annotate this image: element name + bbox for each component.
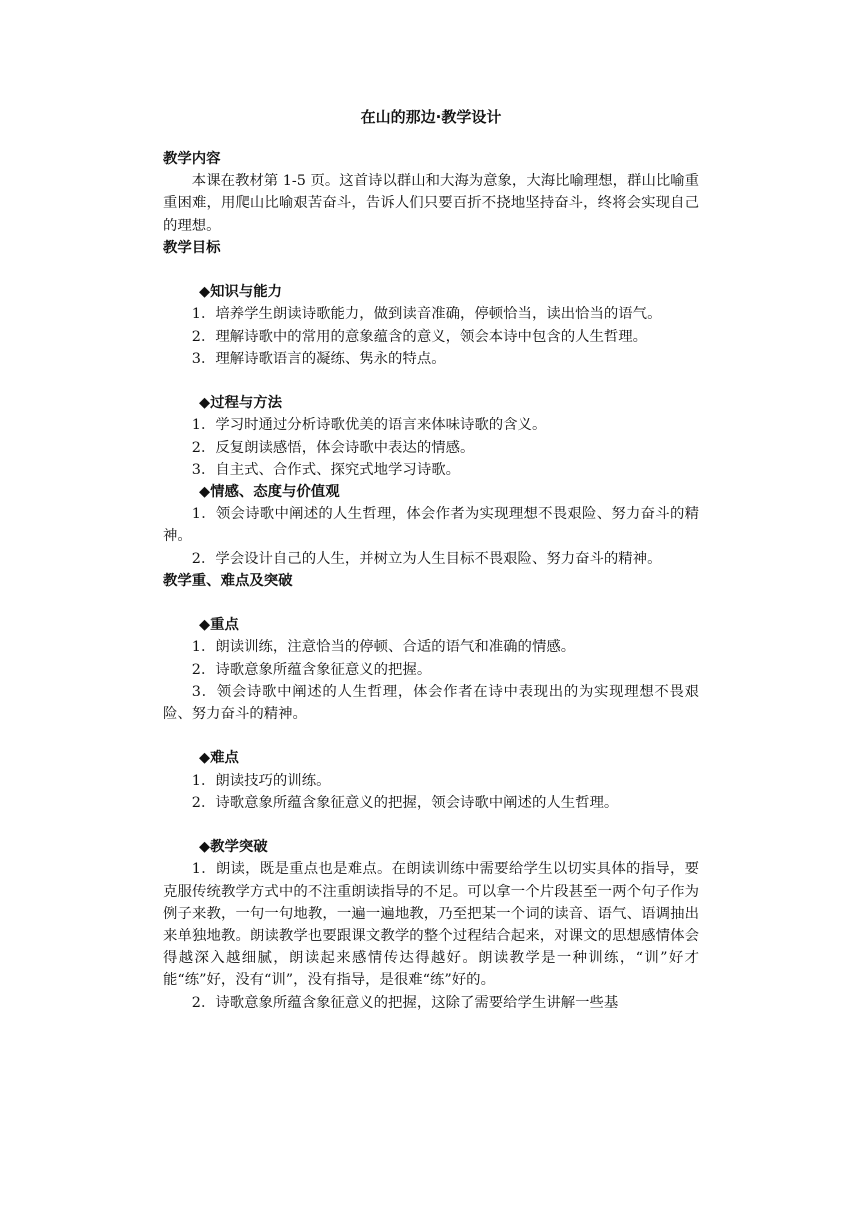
- heading-teaching-content: 教学内容: [163, 151, 221, 167]
- subheading-key-points: ◆重点: [199, 617, 239, 634]
- list-item: 3．自主式、合作式、探究式地学习诗歌。: [191, 461, 460, 478]
- list-item: 1．学习时通过分析诗歌优美的语言来体味诗歌的含义。: [191, 417, 547, 434]
- list-item: 3．理解诗歌语言的凝练、隽永的特点。: [191, 350, 446, 367]
- list-item: 2．诗歌意象所蕴含象征意义的把握。: [191, 661, 432, 678]
- heading-teaching-goals: 教学目标: [163, 239, 221, 256]
- list-item: 1．领会诗歌中阐述的人生哲理，体会作者为实现理想不畏艰险、努力奋斗的精神。: [163, 506, 699, 545]
- spacer: [163, 370, 699, 392]
- spacer: [163, 814, 699, 836]
- list-item: 1．培养学生朗读诗歌能力，做到读音准确，停顿恰当，读出恰当的语气。: [191, 306, 662, 323]
- list-item: 2．诗歌意象所蕴含象征意义的把握，领会诗歌中阐述的人生哲理。: [191, 794, 619, 811]
- heading-focus: 教学重、难点及突破: [163, 572, 293, 589]
- paragraph-teaching-content: 本课在教材第 1-5 页。这首诗以群山和大海为意象，大海比喻理想，群山比喻重重困难，用爬山比喻艰苦奋斗，告诉人们只要百折不挠地坚持奋斗，终将会实现自己的理想。: [163, 173, 700, 234]
- subheading-process: ◆过程与方法: [199, 395, 283, 412]
- list-item: 2．理解诗歌中的常用的意象蕴含的意义，领会本诗中包含的人生哲理。: [191, 328, 648, 345]
- spacer: [163, 725, 699, 747]
- spacer: [163, 592, 699, 614]
- list-item: 3．领会诗歌中阐述的人生哲理，体会作者在诗中表现出的为实现理想不畏艰险、努力奋斗的精神。: [163, 683, 699, 723]
- subheading-emotion: ◆情感、态度与价值观: [199, 484, 340, 501]
- subheading-knowledge: ◆知识与能力: [199, 284, 283, 301]
- subheading-breakthrough: ◆教学突破: [199, 839, 268, 856]
- list-item: 2．诗歌意象所蕴含象征意义的把握，这除了需要给学生讲解一些基: [191, 994, 619, 1011]
- document-content: [163, 106, 699, 1014]
- list-item: 2．反复朗读感悟，体会诗歌中表达的情感。: [191, 439, 475, 456]
- list-item: 1．朗读，既是重点也是难点。在朗读训练中需要给学生以切实具体的指导，要克服传统教学方式中的不注重朗读指导的不足。可以拿一个片段甚至一两个句子作为例子来教，一句一句地教，一遍一遍地教，乃至把某一个词的读音、语气、语调抽出来单独地教。朗读教学也要跟课文教学的整个过程结合起来，对课文的思想感情体会得越深入越细腻，朗读起来感情传达得越好。朗读教学是一种训练，“训”好才能“练”好，没有“训”，没有指导，是很难“练”好的。: [163, 861, 699, 989]
- list-item: 1．朗读技巧的训练。: [191, 772, 331, 789]
- spacer: [163, 259, 699, 281]
- list-item: 1．朗读训练，注意恰当的停顿、合适的语气和准确的情感。: [191, 639, 576, 656]
- subheading-difficulties: ◆难点: [199, 750, 239, 767]
- document-title: 在山的那边·教学设计: [360, 108, 502, 126]
- list-item: 2．学会设计自己的人生，并树立为人生目标不畏艰险、努力奋斗的精神。: [191, 550, 662, 567]
